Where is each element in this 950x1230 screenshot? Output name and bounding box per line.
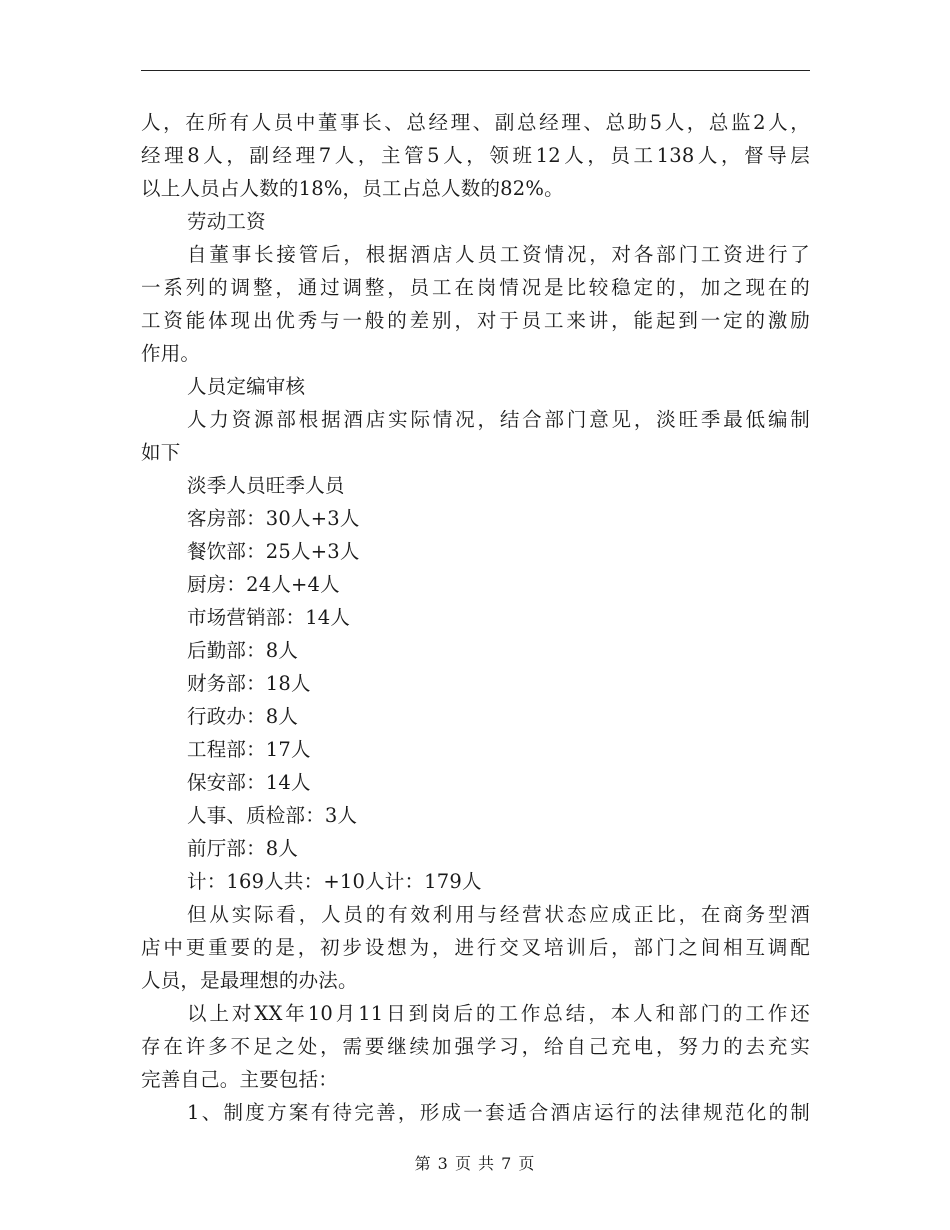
text-line: 以上对XX年10月11日到岗后的工作总结，本人和部门的工作还 bbox=[187, 1002, 810, 1025]
text-line: 人员定编审核 bbox=[187, 375, 306, 398]
text-line: 经理8人，副经理7人，主管5人，领班12人，员工138人，督导层 bbox=[141, 144, 810, 167]
text-line: 前厅部：8人 bbox=[187, 837, 299, 860]
text-line: 市场营销部：14人 bbox=[187, 606, 351, 629]
text-line: 计：169人共：+10人计：179人 bbox=[187, 870, 482, 893]
text-line: 存在许多不足之处，需要继续加强学习，给自己充电，努力的去充实 bbox=[141, 1035, 810, 1058]
text-line: 工资能体现出优秀与一般的差别，对于员工来讲，能起到一定的激励 bbox=[141, 309, 810, 332]
text-line: 作用。 bbox=[141, 342, 201, 365]
text-line: 淡季人员旺季人员 bbox=[187, 474, 345, 497]
text-line: 餐饮部：25人+3人 bbox=[187, 540, 360, 563]
text-line: 财务部：18人 bbox=[187, 672, 311, 695]
text-line: 但从实际看，人员的有效利用与经营状态应成正比，在商务型酒 bbox=[187, 903, 810, 926]
text-line: 1、制度方案有待完善，形成一套适合酒店运行的法律规范化的制 bbox=[187, 1101, 810, 1124]
text-line: 人员，是最理想的办法。 bbox=[141, 969, 358, 992]
text-line: 人，在所有人员中董事长、总经理、副总经理、总助5人，总监2人， bbox=[141, 111, 810, 134]
page-footer: 第 3 页 共 7 页 bbox=[414, 1154, 536, 1173]
text-line: 一系列的调整，通过调整，员工在岗情况是比较稳定的，加之现在的 bbox=[141, 276, 810, 299]
text-line: 工程部：17人 bbox=[187, 738, 311, 761]
text-line: 厨房：24人+4人 bbox=[187, 573, 340, 596]
document-body bbox=[141, 106, 810, 1129]
text-line: 人力资源部根据酒店实际情况，结合部门意见，淡旺季最低编制 bbox=[187, 408, 810, 431]
text-line: 客房部：30人+3人 bbox=[187, 507, 360, 530]
text-line: 人事、质检部：3人 bbox=[187, 804, 358, 827]
text-line: 后勤部：8人 bbox=[187, 639, 299, 662]
header-rule bbox=[141, 70, 810, 71]
text-line: 自董事长接管后，根据酒店人员工资情况，对各部门工资进行了 bbox=[187, 243, 810, 266]
text-line: 保安部：14人 bbox=[187, 771, 311, 794]
text-line: 行政办：8人 bbox=[187, 705, 299, 728]
text-line: 以上人员占人数的18%，员工占总人数的82%。 bbox=[141, 177, 564, 200]
text-line: 劳动工资 bbox=[187, 210, 266, 233]
text-line: 店中更重要的是，初步设想为，进行交叉培训后，部门之间相互调配 bbox=[141, 936, 810, 959]
text-line: 如下 bbox=[141, 441, 181, 464]
text-line: 完善自己。主要包括： bbox=[141, 1068, 339, 1091]
